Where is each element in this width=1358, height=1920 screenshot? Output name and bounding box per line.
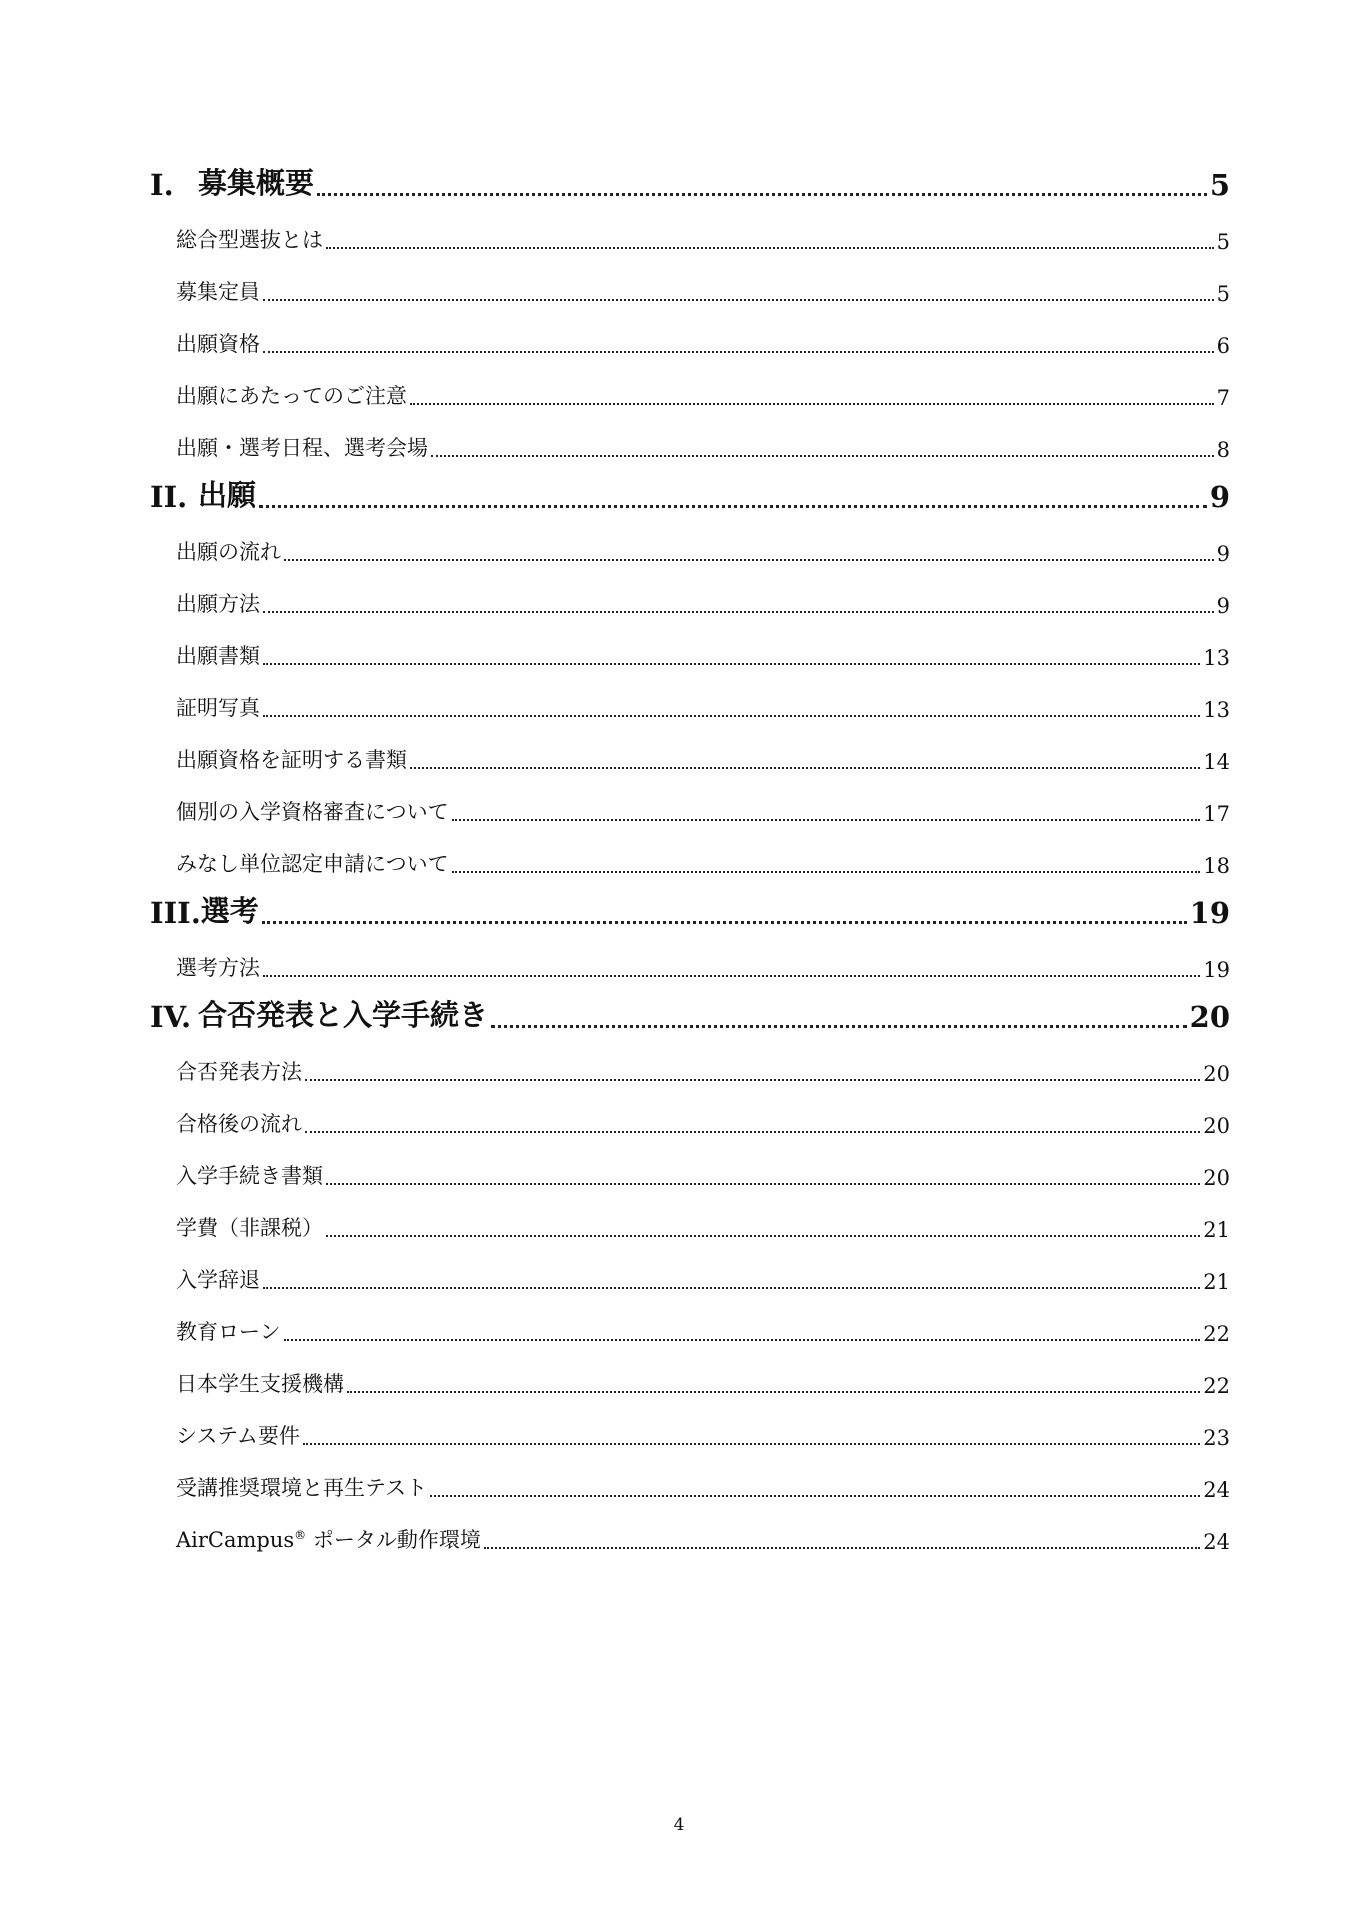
- toc-title-text: 出願書類: [176, 644, 260, 668]
- toc-title: [176, 224, 323, 254]
- toc-section-heading: [150, 982, 1230, 1034]
- toc-entry: [150, 1138, 1230, 1190]
- toc-title-text: 出願の流れ: [176, 540, 281, 564]
- toc-title: [176, 328, 260, 358]
- toc-entry: [150, 930, 1230, 982]
- toc-entry: [150, 774, 1230, 826]
- dot-leader: [284, 1339, 1201, 1341]
- dot-leader: [410, 767, 1200, 769]
- toc-title-text: システム要件: [176, 1424, 300, 1448]
- dot-leader: [326, 1235, 1200, 1237]
- dot-leader: [452, 819, 1201, 821]
- toc-title: [176, 1472, 427, 1502]
- toc-page-number: 20: [1203, 1062, 1230, 1086]
- toc-page-number: 8: [1216, 438, 1230, 462]
- toc-title-text: 入学辞退: [176, 1268, 260, 1292]
- toc-title: [198, 993, 488, 1034]
- dot-leader: [347, 1391, 1200, 1393]
- toc-title: [176, 588, 260, 618]
- toc-entry: [150, 410, 1230, 462]
- dot-leader: [305, 1131, 1200, 1133]
- toc-title-text: 選考: [200, 894, 259, 928]
- dot-leader: [303, 1443, 1200, 1445]
- toc-title-text: 出願・選考日程、選考会場: [176, 436, 428, 460]
- toc-title-text: 出願資格を証明する書類: [176, 748, 407, 772]
- dot-leader: [326, 247, 1214, 249]
- dot-leader: [263, 611, 1214, 613]
- toc-page-number: 24: [1203, 1530, 1230, 1554]
- toc-entry: [150, 514, 1230, 566]
- toc-title: [176, 1056, 302, 1086]
- toc-page-number: 19: [1203, 958, 1230, 982]
- toc-entry: [150, 358, 1230, 410]
- dot-leader: [430, 1495, 1200, 1497]
- toc-page-number: 13: [1203, 698, 1230, 722]
- toc-title: [176, 1420, 300, 1450]
- dot-leader: [326, 1183, 1200, 1185]
- toc-page-number: 9: [1216, 542, 1230, 566]
- toc-page-number: 22: [1203, 1322, 1230, 1346]
- toc-entry: [150, 826, 1230, 878]
- toc-entry: [150, 1190, 1230, 1242]
- page-number: 4: [673, 1815, 685, 1835]
- dot-leader: [431, 455, 1214, 457]
- toc-entry: [150, 618, 1230, 670]
- toc-page-number: 5: [1209, 168, 1230, 202]
- toc-title: [201, 889, 259, 930]
- toc-title-text: 受講推奨環境と再生テスト: [176, 1476, 428, 1500]
- toc-section-heading: [150, 150, 1230, 202]
- toc-title-text: 学費（非課税）: [176, 1216, 323, 1240]
- toc-title-text: 個別の入学資格審査について: [176, 800, 449, 824]
- toc-page-number: 24: [1203, 1478, 1230, 1502]
- toc-title-text: 選考方法: [176, 956, 260, 980]
- dot-leader: [305, 1079, 1200, 1081]
- toc-title: [176, 640, 260, 670]
- toc-title: [176, 744, 407, 774]
- toc-entry: [150, 254, 1230, 306]
- toc-title-text: 教育ローン: [176, 1320, 281, 1344]
- toc-section-number: III.: [150, 896, 201, 930]
- toc-page-number: 6: [1216, 334, 1230, 358]
- toc-entry: [150, 1398, 1230, 1450]
- toc-page-number: 20: [1203, 1114, 1230, 1138]
- toc-title: [176, 796, 449, 826]
- toc-title: [176, 380, 407, 410]
- toc-title-text: 入学手続き書類: [176, 1164, 323, 1188]
- toc-entry: [150, 1502, 1230, 1554]
- toc-page-number: 18: [1203, 854, 1230, 878]
- toc-title: [176, 1212, 323, 1242]
- toc-title: [176, 1316, 281, 1346]
- toc-title: [198, 473, 256, 514]
- toc-page-number: 17: [1203, 802, 1230, 826]
- dot-leader: [259, 505, 1207, 508]
- toc-title: [176, 1108, 302, 1138]
- toc-title-text: 募集定員: [176, 280, 260, 304]
- toc-section-heading: [150, 878, 1230, 930]
- dot-leader: [263, 1287, 1200, 1289]
- toc-page-number: 5: [1216, 282, 1230, 306]
- toc-entry: [150, 306, 1230, 358]
- toc-entry: [150, 566, 1230, 618]
- dot-leader: [263, 715, 1200, 717]
- toc-title-text: みなし単位認定申請について: [176, 852, 449, 876]
- toc-entry: [150, 1346, 1230, 1398]
- toc-title: [176, 1264, 260, 1294]
- dot-leader: [263, 975, 1200, 977]
- dot-leader: [491, 1025, 1187, 1028]
- dot-leader: [484, 1547, 1200, 1549]
- toc-title: [176, 536, 281, 566]
- toc-section-number: II.: [150, 480, 188, 514]
- toc-title-text: AirCampus: [176, 1528, 295, 1552]
- toc-title-text: 総合型選抜とは: [176, 228, 323, 252]
- toc-title: [176, 432, 428, 462]
- toc-section-number: I.: [150, 168, 174, 202]
- toc-title: [198, 161, 314, 202]
- toc-title-text: 出願: [198, 478, 257, 512]
- toc-page-number: 20: [1203, 1166, 1230, 1190]
- toc-title: [176, 1160, 323, 1190]
- dot-leader: [263, 351, 1214, 353]
- toc-entry: [150, 1450, 1230, 1502]
- toc-title-suffix: ポータル動作環境: [306, 1528, 481, 1552]
- dot-leader: [263, 299, 1214, 301]
- toc-page-number: 14: [1203, 750, 1230, 774]
- toc-page-number: 7: [1216, 386, 1230, 410]
- toc-page-number: 19: [1189, 896, 1230, 930]
- toc-entry: [150, 1242, 1230, 1294]
- toc-page-number: 9: [1209, 480, 1230, 514]
- dot-leader: [452, 871, 1201, 873]
- toc-page-number: 9: [1216, 594, 1230, 618]
- toc-title-text: 証明写真: [176, 696, 260, 720]
- toc-title-text: 出願資格: [176, 332, 260, 356]
- toc-page-number: 20: [1189, 1000, 1230, 1034]
- dot-leader: [262, 921, 1187, 924]
- toc-entry: [150, 1086, 1230, 1138]
- toc-page-number: 21: [1203, 1218, 1230, 1242]
- toc-section-heading: [150, 462, 1230, 514]
- toc-page-number: 21: [1203, 1270, 1230, 1294]
- toc-page-number: 23: [1203, 1426, 1230, 1450]
- toc-page-number: 5: [1216, 230, 1230, 254]
- toc-title: [176, 848, 449, 878]
- toc-title-text: 合否発表と入学手続き: [198, 998, 489, 1032]
- toc-title-text: 出願にあたってのご注意: [176, 384, 407, 408]
- toc-title-text: 募集概要: [198, 166, 315, 200]
- toc-page-number: 22: [1203, 1374, 1230, 1398]
- toc-entry: [150, 1294, 1230, 1346]
- dot-leader: [317, 193, 1207, 196]
- toc-title: [176, 1524, 481, 1554]
- toc-title: [176, 276, 260, 306]
- toc-entry: [150, 202, 1230, 254]
- dot-leader: [263, 663, 1200, 665]
- toc-page-number: 13: [1203, 646, 1230, 670]
- toc-entry: [150, 670, 1230, 722]
- table-of-contents: [150, 150, 1230, 1554]
- dot-leader: [410, 403, 1214, 405]
- dot-leader: [284, 559, 1214, 561]
- toc-title: [176, 952, 260, 982]
- registered-mark: ®: [294, 1528, 307, 1542]
- toc-title: [176, 1368, 344, 1398]
- toc-entry: [150, 1034, 1230, 1086]
- toc-entry: [150, 722, 1230, 774]
- toc-title-text: 合否発表方法: [176, 1060, 302, 1084]
- toc-section-number: IV.: [150, 1000, 192, 1034]
- toc-title-text: 合格後の流れ: [176, 1112, 302, 1136]
- toc-title-text: 出願方法: [176, 592, 260, 616]
- toc-title-text: 日本学生支援機構: [176, 1372, 344, 1396]
- toc-title: [176, 692, 260, 722]
